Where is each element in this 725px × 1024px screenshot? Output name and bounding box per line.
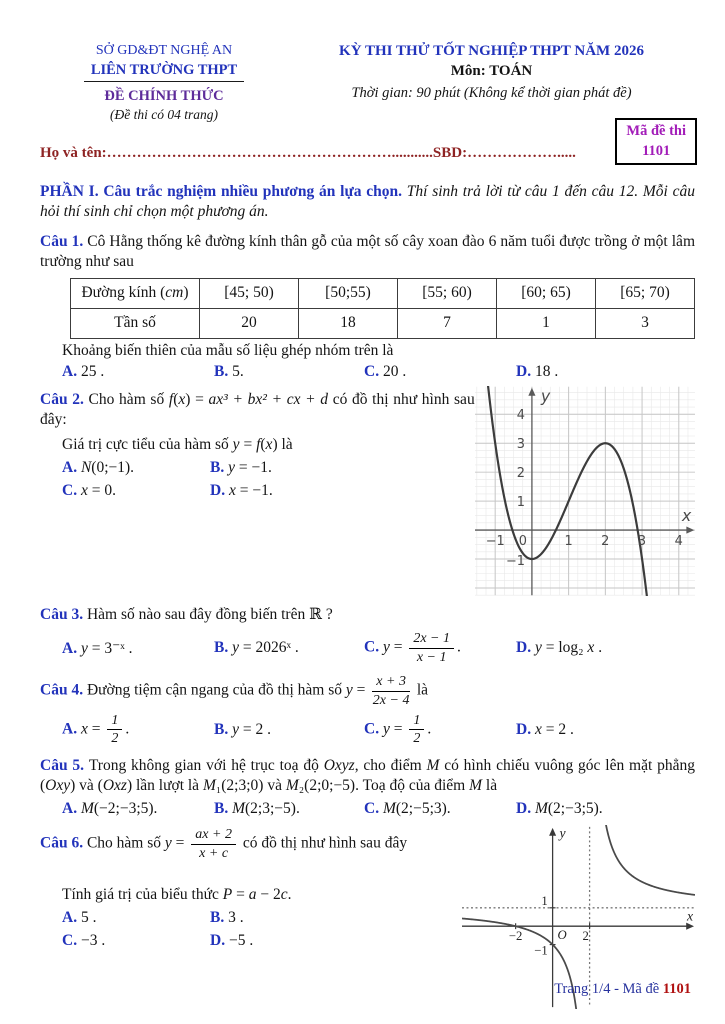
- option-value: x = 2 .: [534, 720, 574, 738]
- option-letter: D.: [516, 362, 532, 380]
- option-value: M(2;3;−5).: [232, 800, 300, 818]
- option-value: 25 .: [80, 362, 105, 380]
- option-b: [210, 909, 462, 927]
- svg-text:3: 3: [637, 533, 646, 549]
- option-a: A. x = $\frac{1}{2}$ .: [62, 712, 130, 747]
- option-letter: C.: [364, 800, 380, 818]
- interval-cell: [45; 50): [200, 278, 299, 308]
- q3-statement: [40, 605, 695, 625]
- option-d: [516, 800, 695, 818]
- department-name: SỞ GD&ĐT NGHỆ AN: [95, 43, 233, 58]
- q4-statement: Câu 4. Đường tiệm cận ngang của đồ thị hàm số y = $\frac{x + 3}{2x - 4}$ là: [40, 674, 429, 708]
- q1-label: Câu 1.: [40, 232, 88, 250]
- q5-options: [40, 800, 695, 818]
- q1-options: [40, 363, 695, 381]
- option-letter: A.: [62, 639, 78, 657]
- exam-code-label: Mã đề thi: [626, 123, 686, 139]
- interval-cell: [50;55): [299, 278, 398, 308]
- q3-text: Hàm số nào sau đây đồng biến trên ℝ ?: [86, 605, 333, 623]
- page-footer: [554, 981, 691, 998]
- interval-cell: [65; 70): [596, 278, 695, 308]
- option-letter: B.: [210, 908, 225, 926]
- q1-question: Khoảng biến thiên của mẫu số liệu ghép nhóm trên là: [62, 341, 394, 359]
- q1-text: Cô Hằng thống kê đường kính thân gỗ của một số cây xoan đào 6 năm tuổi được trồng ở một lâm trường như sau: [40, 232, 695, 270]
- q4-options: [40, 713, 695, 747]
- q4-text: Đường tiệm cận ngang của đồ thị hàm số: [86, 682, 346, 700]
- option-letter: B.: [210, 459, 225, 477]
- option-letter: D.: [516, 800, 532, 818]
- part1-note: Thí sinh trả lời từ câu 1 đến câu 12. Mỗi câu hỏi thí sinh chỉ chọn một phương án.: [40, 183, 695, 221]
- option-letter: B.: [214, 362, 229, 380]
- interval-cell: [55; 60): [398, 278, 497, 308]
- option-c: [62, 932, 210, 950]
- svg-text:2: 2: [582, 929, 589, 944]
- option-b: [214, 363, 364, 381]
- option-value: y =: [382, 638, 407, 656]
- svg-text:0: 0: [518, 533, 527, 549]
- option-b: [214, 721, 364, 739]
- svg-text:−1: −1: [485, 533, 505, 549]
- option-a: [62, 459, 210, 477]
- frequency-cell: 18: [299, 308, 398, 338]
- option-letter: D.: [516, 720, 532, 738]
- table-row-diameter: [71, 278, 695, 308]
- q3-label: Câu 3.: [40, 605, 87, 623]
- svg-text:−1: −1: [505, 553, 525, 569]
- svg-text:1: 1: [516, 494, 525, 510]
- option-value: 3 .: [228, 908, 244, 926]
- option-a: [62, 639, 214, 658]
- option-c: [364, 800, 516, 818]
- svg-text:x: x: [681, 505, 692, 525]
- q6-question: Tính giá trị của biểu thức P = a − 2c.: [62, 885, 292, 903]
- svg-text:2: 2: [516, 465, 525, 481]
- frequency-table: [70, 278, 695, 339]
- option-c: C. y = $\frac{2x - 1}{x - 1}$ .: [364, 630, 461, 665]
- option-letter: B.: [214, 639, 229, 657]
- part1-title: PHẦN I. Câu trắc nghiệm nhiều phương án lựa chọn.: [40, 183, 407, 201]
- option-value: M(2;−3;5).: [534, 800, 603, 818]
- svg-text:3: 3: [516, 437, 525, 453]
- svg-text:4: 4: [674, 533, 683, 549]
- table-header-cell: Đường kính (cm): [71, 278, 200, 308]
- option-d: [516, 639, 695, 657]
- fraction: $\frac{1}{2}$: [107, 713, 122, 747]
- fraction: $\frac{1}{2}$: [409, 713, 424, 747]
- q2-question: Giá trị cực tiểu của hàm số y = f(x) là: [62, 436, 293, 454]
- q2-options: [40, 459, 462, 500]
- option-b: [214, 639, 364, 657]
- option-d: [210, 482, 462, 500]
- svg-text:1: 1: [564, 533, 573, 549]
- option-value: −3 .: [80, 931, 106, 949]
- option-a: [62, 363, 214, 381]
- option-c: C. y = $\frac{1}{2}$ .: [364, 712, 432, 747]
- duration-line: Thời gian: 90 phút (Không kể thời gian phát đề): [351, 85, 632, 101]
- header-left-block: [40, 42, 288, 123]
- svg-text:x: x: [686, 908, 694, 924]
- option-value: x = 0.: [80, 482, 116, 500]
- q2-stem: Cho hàm số f(x) = ax³ + bx² + cx + d có đồ thị như hình sau đây:: [40, 390, 475, 428]
- option-value: y = −1.: [228, 459, 272, 477]
- q6-text: Cho hàm số: [86, 835, 165, 853]
- option-value: y = 2 .: [232, 720, 271, 738]
- option-letter: B.: [214, 720, 229, 738]
- option-letter: C.: [364, 362, 380, 380]
- q2-statement: [40, 390, 475, 430]
- option-value: N(0;−1).: [80, 459, 135, 477]
- option-letter: C.: [364, 638, 380, 656]
- option-letter: A.: [62, 362, 78, 380]
- option-letter: B.: [214, 800, 229, 818]
- q2-label: Câu 2.: [40, 390, 89, 408]
- option-value: 5 .: [80, 908, 97, 926]
- frequency-cell: 3: [596, 308, 695, 338]
- option-value: 18 .: [534, 362, 559, 380]
- option-a: [62, 909, 210, 927]
- official-exam-label: ĐỀ CHÍNH THỨC: [104, 88, 224, 105]
- option-value: y = log₂ x .: [534, 639, 603, 657]
- exam-code-box: [615, 118, 697, 165]
- q5-stem: Trong không gian với hệ trục toạ độ Oxyz, cho điểm M có hình chiếu vuông góc lên mặt phẳng (Oxy) và (Oxz) lần lượt là M₁(2;3;0) và M₂(2;0;−5). Toạ độ của điểm M là: [40, 757, 695, 795]
- svg-text:−1: −1: [534, 943, 548, 958]
- option-value: y = 2026ˣ .: [232, 639, 299, 657]
- option-letter: C.: [364, 720, 380, 738]
- footer-exam-code: 1101: [662, 981, 691, 997]
- option-value: y =: [382, 720, 407, 738]
- q6-text-column: [40, 827, 462, 1009]
- q1-statement: [40, 232, 695, 272]
- frequency-label-cell: Tần số: [71, 308, 200, 338]
- q2-function-graph: [475, 386, 695, 596]
- option-b: [210, 459, 462, 477]
- q2-text-column: [40, 390, 475, 596]
- q5-label: Câu 5.: [40, 757, 89, 774]
- interval-cell: [60; 65): [497, 278, 596, 308]
- option-b: [214, 800, 364, 818]
- question-2: [40, 386, 695, 596]
- header-right-block: [288, 42, 695, 123]
- svg-text:y: y: [559, 825, 566, 841]
- option-a: [62, 800, 214, 818]
- option-letter: C.: [62, 482, 78, 500]
- svg-text:4: 4: [516, 408, 525, 424]
- q4-label: Câu 4.: [40, 682, 87, 700]
- option-letter: A.: [62, 800, 78, 818]
- q6-statement: Câu 6. Cho hàm số y = $\frac{ax + 2}{x + c}$ có đồ thị như hình sau đây: [40, 827, 408, 861]
- fraction: $\frac{x + 3}{2x - 4}$: [372, 674, 410, 708]
- option-value: y = 3⁻ˣ .: [80, 639, 133, 657]
- frequency-cell: 7: [398, 308, 497, 338]
- svg-text:1: 1: [541, 894, 548, 909]
- fraction: $\frac{2x - 1}{x - 1}$: [409, 631, 454, 665]
- exam-code-value: 1101: [642, 142, 671, 159]
- candidate-name-line: Họ và tên:…………………………………………………...........SBD:……………….....: [40, 145, 576, 162]
- option-value: 20 .: [382, 362, 407, 380]
- option-letter: A.: [62, 459, 78, 477]
- frequency-cell: 1: [497, 308, 596, 338]
- option-value: M(2;−5;3).: [382, 800, 451, 818]
- option-value: x = −1.: [228, 482, 273, 500]
- fraction: $\frac{ax + 2}{x + c}$: [191, 827, 236, 861]
- page-count-note: (Đề thi có 04 trang): [110, 107, 218, 122]
- option-d: [210, 932, 462, 950]
- frequency-cell: 20: [200, 308, 299, 338]
- q6-options: [40, 909, 462, 950]
- svg-text:y: y: [540, 386, 550, 406]
- option-letter: C.: [62, 931, 78, 949]
- table-row-frequency: [71, 308, 695, 338]
- option-value: M(−2;−3;5).: [80, 800, 158, 818]
- option-c: [364, 363, 516, 381]
- option-value: x =: [80, 720, 105, 738]
- option-letter: D.: [210, 931, 226, 949]
- exam-title: KỲ THI THỬ TỐT NGHIỆP THPT NĂM 2026: [339, 43, 644, 59]
- option-c: [62, 482, 210, 500]
- option-letter: D.: [210, 482, 226, 500]
- svg-text:O: O: [557, 928, 567, 943]
- q6-label: Câu 6.: [40, 835, 87, 853]
- svg-text:2: 2: [600, 533, 610, 549]
- school-name: LIÊN TRƯỜNG THPT: [84, 61, 244, 83]
- option-letter: A.: [62, 720, 78, 738]
- exam-header: [40, 42, 695, 123]
- option-letter: A.: [62, 908, 78, 926]
- part1-heading: [40, 182, 695, 222]
- option-d: [516, 363, 695, 381]
- svg-text:−2: −2: [508, 929, 523, 944]
- option-letter: D.: [516, 639, 532, 657]
- q3-options: [40, 631, 695, 665]
- q5-statement: [40, 756, 695, 796]
- option-value: 5.: [232, 362, 244, 380]
- footer-page-label: Trang 1/4 - Mã đề: [554, 981, 663, 997]
- subject-line: Môn: TOÁN: [450, 62, 533, 79]
- option-value: −5 .: [228, 931, 254, 949]
- option-d: [516, 721, 695, 739]
